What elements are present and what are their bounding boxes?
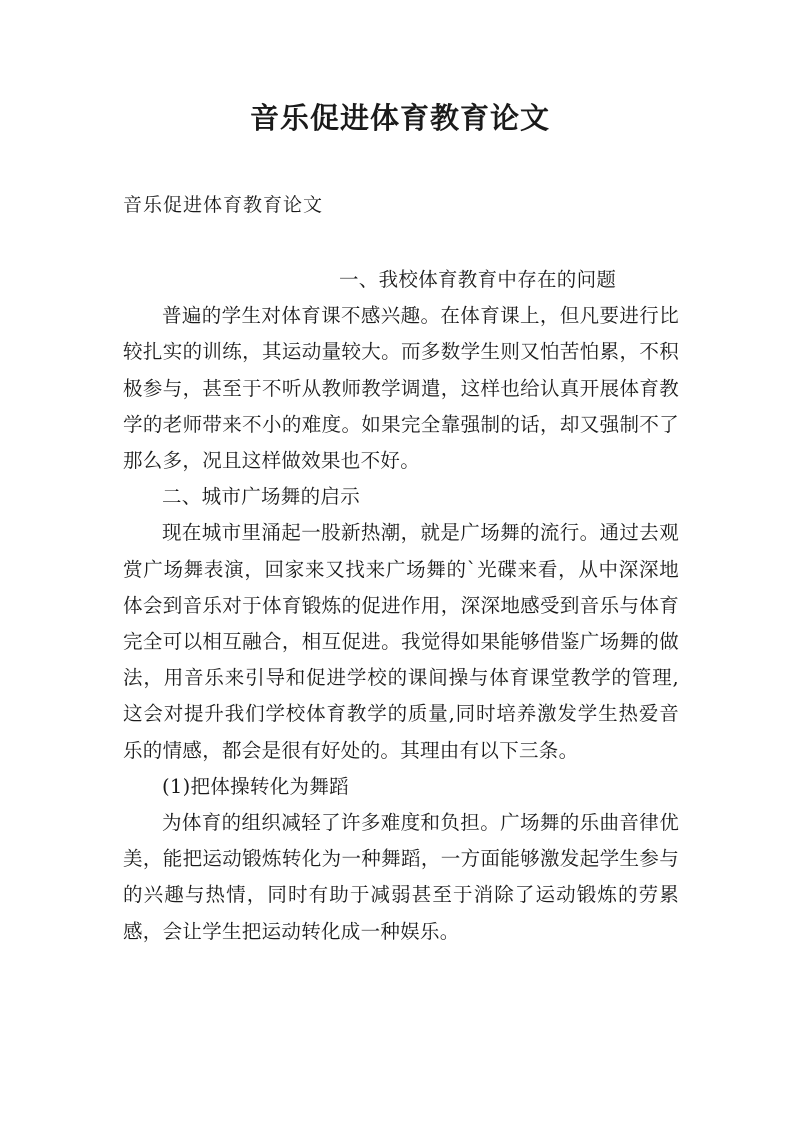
document-subtitle: 音乐促进体育教育论文 <box>123 194 324 216</box>
document-title: 音乐促进体育教育论文 <box>249 101 550 135</box>
paragraph-2: 现在城市里涌起一股新热潮，就是广场舞的流行。通过去观赏广场舞表演，回家来又找来广场舞的`光碟来看，从中深深地体会到音乐对于体育锻炼的促进作用，深深地感受到音乐与体育完全可以相互融合，相互促进。我觉得如果能够借鉴广场舞的做法，用音乐来引导和促进学校的课间操与体育课堂教学的管理,这会对提升我们学校体育教学的质量,同时培养激发学生热爱音乐的情感，都会是很有好处的。其理由有以下三条。 <box>123 521 679 762</box>
paragraph-1: 普遍的学生对体育课不感兴趣。在体育课上，但凡要进行比较扎实的训练，其运动量较大。而多数学生则又怕苦怕累，不积极参与，甚至于不听从教师教学调遣，这样也给认真开展体育教学的老师带来不小的难度。如果完全靠强制的话，却又强制不了那么多，况且这样做效果也不好。 <box>123 304 679 473</box>
document-body <box>123 262 679 950</box>
section-heading-2: 二、城市广场舞的启示 <box>162 485 361 509</box>
section-heading-1: 一、我校体育教育中存在的问题 <box>339 268 617 291</box>
subsection-heading-1: (1)把体操转化为舞蹈 <box>162 774 349 798</box>
paragraph-3: 为体育的组织减轻了许多难度和负担。广场舞的乐曲音律优美，能把运动锻炼转化为一种舞蹈，一方面能够激发起学生参与的兴趣与热情，同时有助于减弱甚至于消除了运动锻炼的劳累感，会让学生把运动转化成一种娱乐。 <box>123 811 679 943</box>
